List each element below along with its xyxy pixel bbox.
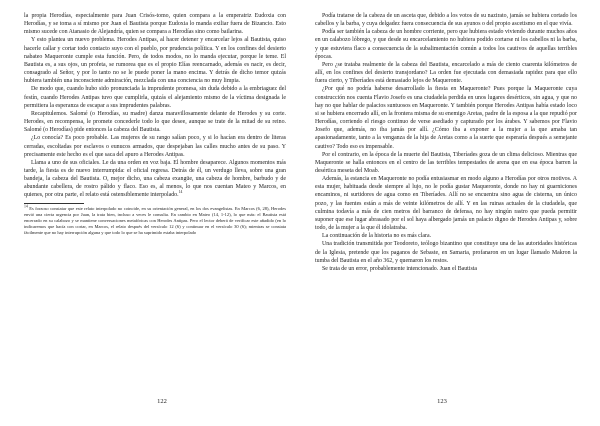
right-paragraph-2: Podía ser también la cabeza de un hombre corriente, pero que hubiera estado viviendo durante muchos años en un calabozo lóbrego, y que desde su encarcelamiento no hubiera podido cortarse ni los cabellos ni la barba, y que estuviera flaco a consecuencia de la subalimentación común a todos los cautivos de aquellas terribles épocas. <box>315 29 577 60</box>
left-page-number: 122 <box>157 398 167 405</box>
right-page <box>315 12 577 417</box>
right-paragraph-1: Podía tratarse de la cabeza de un asceta que, debido a los votos de su nazirato, jamás se hubiera cortado los cabellos y la barba, y cuya delgadez fuera consecuencia de sus ayunos o del propio ascetismo en el que vivía. <box>315 13 577 28</box>
right-paragraph-5: Por el contrario, en la época de la muerte del Bautista, Tiberíades goza de un clima delicioso. Mientras que Maqueronte se halla entonces en el centro de las terribles tempestades de arena que en esa época barren la desértica meseta del Moab. <box>315 151 577 174</box>
right-paragraph-9: Se trata de un error, probablemente intencionado. Juan el Bautista <box>322 265 477 272</box>
left-paragraph-1: la propia Herodías, especialmente para Juan Crisós-tomo, quien compara a la emperatriz Eudoxia con Herodías, y se toma a sí mismo por Juan el Bautista porque Eudoxia lo manda exiliar fuera de Bizancio. Esto mismo sucede con Atanasio de Alejandría, quien se compara a Herodías sino como bailarina. <box>24 13 286 36</box>
footnote-divider <box>24 203 84 204</box>
left-paragraph-5: ¿Lo conocía? Es poco probable. Las mujeres de su rango salían poco, y si lo hacían era dentro de literas cerradas, escoltadas por esclavos o eunucos armados, que despejaban las calles mucho antes de su paso. Y precisamente este hecho es el que saca del apuro a Herodes Antipas. <box>24 135 286 158</box>
right-paragraph-6: Además, la estancia en Maqueronte no podía entusiasmar en modo alguno a Herodías por otros motivos. A esta mujer, habituada desde siempre al lujo, no le podía gustar Maqueronte, donde no hay ni guarniciones encaminos, ni surtidores de agua como en Tiberíades. Allí no se encuentra sino agua de cisterna, un único pozo, y las fuentes están a más de veinte kilómetros de allí. Y en las ruinas actuales de la ciudadela, que culmina todavía a más de cien metros del barranco de defensa, no hay ningún rastro que pueda permitir suponer que ese lugar abrasado por el sol haya albergado jamás un palacio digno de Herodes Antipas y, sobre todo, de la mujer a la que él idolatraba. <box>315 176 577 232</box>
footnote-reference: 14 <box>178 190 183 195</box>
right-paragraph-7: La continuación de la historia no es más clara. <box>322 233 432 240</box>
right-page-number: 123 <box>437 398 447 405</box>
left-paragraph-3: De modo que, cuando hubo sido pronunciada la imprudente promesa, sin duda debido a la embriaguez del festín, cuando Herodes Antipas tuvo que cumplirla, quizás el alejamiento mismo de la víctima designada le permitiera la esperanza de escapar a sus imprudentes palabras. <box>24 86 286 109</box>
left-paragraph-6-text: Llama a uno de sus oficiales. Le da una orden en voz baja. El hombre desaparece. Algunos momentos más tarde, la fiesta es de nuevo interrumpida: el oficial regresa. Detrás de él, un verdugo lleva, sobre una gran bandeja, la cabeza del Bautista. O, mejor dicho, una cabeza exangüe, una cabeza de hombre, barbudo y de abundante cabellera, de rostro pálido y flaco. Eso es, al menos, lo que nos cuentan Mateo y Marcos, en quienes, por otra parte, el relato está ostensiblemente interpolado. <box>24 159 286 199</box>
left-paragraph-2: Y esto plantea un nuevo problema. Herodes Antipas, al hacer detener y encarcelar lejos al Bautista, quiso hacerle callar y cortar todo contacto suyo con el pueblo, por prudencia política. Y en los confines del desierto nabateo Maqueronte cumple esta función. Pero, de todos modos, no lo manda ejecutar, porque le teme. El Bautista es, a sus ojos, un profeta, se rumorea que es el propio Elías reencarnado, además es nacir, es decir, consagrado al Señor, y por lo tanto no se le puede poner la mano encima. Y detrás de dicho temor quizás hubiera también una inconsciente admiración, mezclada con una conciencia no muy limpia. <box>24 37 286 85</box>
right-paragraph-4: ¿Por qué no podría haberse desarrollado la fiesta en Maqueronte? Pues porque la Maqueronte cuya construcción nos cuenta Flavio Josefo es una ciudadela perdida en unos lugares desérticos, sin agua, y que no hay no que hablar de palacios suntuosos en Maqueronte. Y también porque Herodes Antipas había estado loco si se hubiera encerrado allí, en la frontera misma de su enemigo Aretas, padre de la esposa a la que repudió por Herodías, corriendo el riesgo continuo de verse asediado y capturado por los árabes. Y sabemos por Flavio Josefo que, además, no iba jamás por allí. ¿Cómo iba a exponer a la mujer a la que amaba tan apasionadamente, tanto a la venganza de la hija de Aretas como a la suerte que esperaría después a semejante cautivo? Todo eso es impensable. <box>315 86 577 150</box>
left-paragraph-4: Recapitulemos. Salomé (o Herodías, su madre) danza maravillosamente delante de Herodes y su corte. Herodes, en recompensa, le promete concederle todo lo que desee, aunque se trate de la mitad de su reino. Salomé (o Herodías) pide entonces la cabeza del Bautista. <box>24 110 286 134</box>
left-page <box>24 12 286 417</box>
footnote-marker: 14 <box>24 204 28 209</box>
left-paragraph-6 <box>24 159 286 200</box>
right-paragraph-8: Una tradición transmitida por Teodoreto, teólogo bizantino que constituye una de las autoridades históricas de la Iglesia, pretende que los paganos de Sebaste, en Samaria, profanaron en un lugar llamado Makron la tumba del Bautista en el año 362, y quemaron los restos. <box>315 241 577 264</box>
footnote <box>24 206 286 236</box>
right-paragraph-3: Pero ¿se trataba realmente de la cabeza del Bautista, encarcelado a más de ciento cuarenta kilómetros de allí, en los confines del desierto transjordano? La orden fue ejecutada con demasiada rapidez para que ello fuera cierto, y Tiberíades está demasiado lejos de Maqueronte. <box>315 61 577 85</box>
footnote-text: Es forzoso constatar que este relato interpolado no coincide, en su orientación general, en los dos evangelistas. En Marcos (6, 28), Herodes envió una cierta urgencia por Juan, la trata bien, incluso a veces le consulta. En cambio en Mateo (14, 1-12), lo que más: el Bautista está encerrado en su calabozo y se mantiene conversaciones metafóricas con Herodes Antipas. Pero el lector deberá de verificar este añadido (en lo indicaremos que hacía con cortar, en Marcos, el relato después del versículo 12 (6) y continuar en el versículo 30 (6); mientras se constata fácilmente que no hay interrupción alguna y que todo lo que se ha suprimido estaba interpolado <box>24 205 286 235</box>
